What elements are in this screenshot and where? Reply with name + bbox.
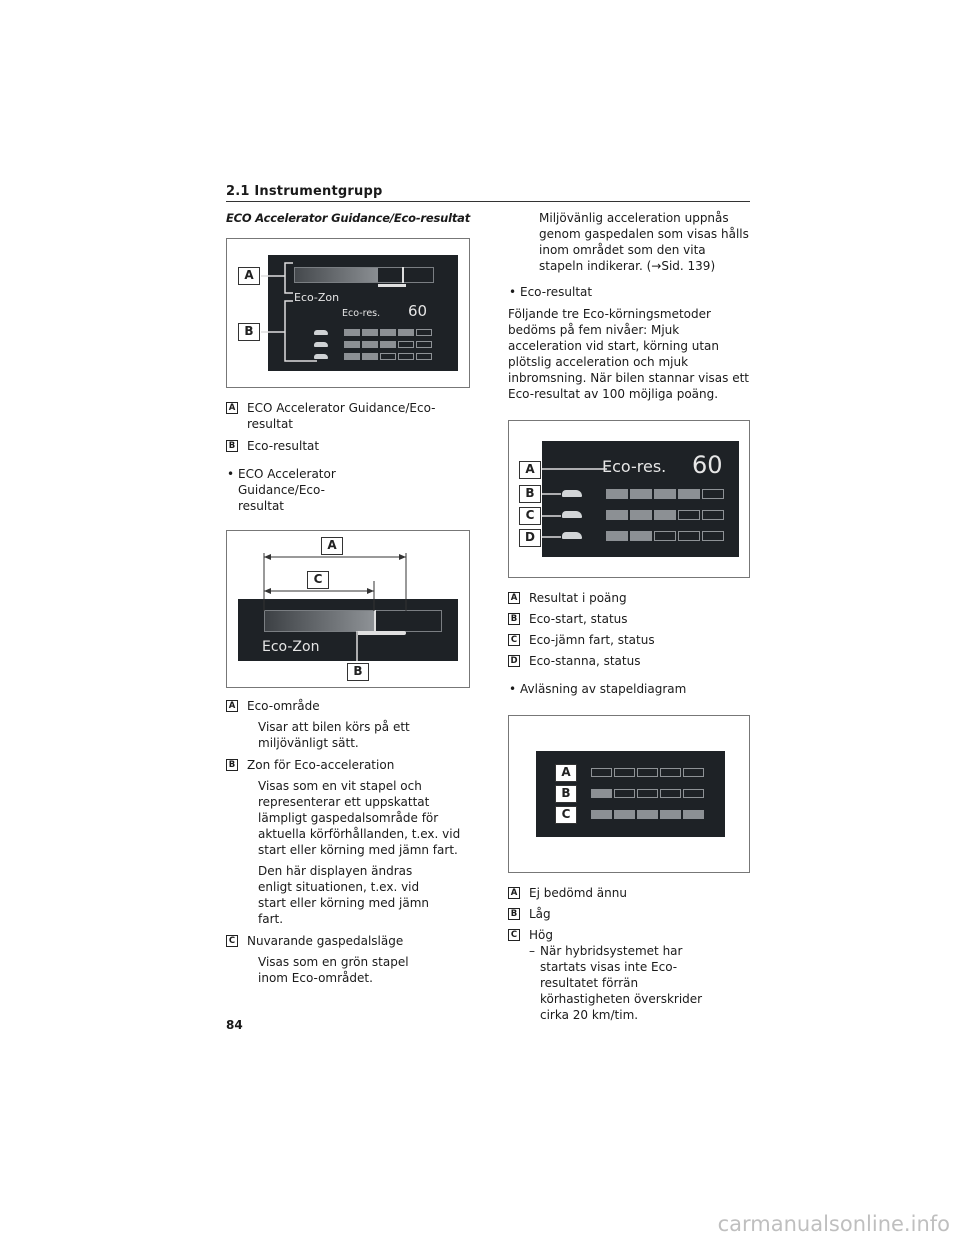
- key-badge: A: [508, 887, 520, 899]
- score-segment: [591, 768, 612, 777]
- continued-text: Miljövänlig acceleration uppnås genom gaspedalen som visas hålls inom området som den vita stapeln indikerar. (→Sid. 139): [539, 211, 749, 273]
- key-badge: A: [508, 592, 520, 604]
- section-header: [226, 180, 750, 202]
- callout-label-a: A: [238, 267, 260, 285]
- callout-label-b: B: [347, 663, 369, 681]
- eco-score: 60: [692, 451, 723, 479]
- figure-eco-result: [508, 420, 750, 578]
- figure-eco-guidance-overview: [226, 238, 470, 388]
- score-segment: [683, 810, 704, 819]
- score-segment: [637, 768, 658, 777]
- section-title: 2.1 Instrumentgrupp: [226, 184, 383, 199]
- definition-item: A Ej bedömd ännu: [508, 885, 750, 901]
- definition-description: Visar att bilen körs på ett miljövänligt sätt.: [258, 720, 410, 750]
- score-segment: [660, 789, 681, 798]
- callout-label-b: B: [555, 785, 577, 803]
- bullet-item: • Avläsning av stapeldiagram: [508, 681, 750, 697]
- definition-item: B Låg: [508, 906, 750, 922]
- definition-item: B Eco-start, status: [508, 611, 750, 627]
- definition-item: A Resultat i poäng: [508, 590, 750, 606]
- score-segment: [637, 789, 658, 798]
- key-badge: A: [226, 700, 238, 712]
- key-badge: C: [508, 634, 520, 646]
- definition-description: Visas som en grön stapel inom Eco-området.: [258, 955, 409, 985]
- key-badge: B: [508, 908, 520, 920]
- callout-label-a: A: [519, 461, 541, 479]
- score-segment: [591, 810, 612, 819]
- callout-lines: [509, 421, 751, 579]
- callout-label-b: B: [238, 323, 260, 341]
- key-badge: B: [508, 613, 520, 625]
- subheading: ECO Accelerator Guidance/Eco-resultat: [226, 211, 471, 225]
- callout-label-c: C: [555, 806, 577, 824]
- eco-zone-label: Eco-Zon: [294, 291, 340, 304]
- left-column: [226, 210, 470, 986]
- eco-zone-label: Eco-Zon: [262, 639, 320, 655]
- callout-lines: [227, 239, 471, 389]
- score-segment: [591, 789, 612, 798]
- key-badge: A: [226, 402, 238, 414]
- score-segment: [614, 789, 635, 798]
- score-segment: [660, 768, 681, 777]
- definition-description: Den här displayen ändras enligt situationen, t.ex. vid start eller körning med jämn fart.: [258, 864, 429, 926]
- figure-bar-reading: [508, 715, 750, 873]
- figure-eco-zone-detail: [226, 530, 470, 688]
- definition-item: B Zon för Eco-acceleration: [226, 757, 470, 773]
- callout-label-a: A: [321, 537, 343, 555]
- definition-description: Visas som en vit stapel och representerar ett uppskattat lämpligt gaspedalsområde för aktuella körförhållanden, t.ex. vid start eller körning med jämn fart.: [258, 779, 461, 857]
- score-segment: [683, 789, 704, 798]
- key-badge: C: [226, 935, 238, 947]
- eco-res-label: Eco-res.: [342, 308, 381, 319]
- definition-item: C Eco-jämn fart, status: [508, 632, 750, 648]
- callout-label-c: C: [519, 507, 541, 525]
- key-badge: B: [226, 440, 238, 452]
- score-segment: [683, 768, 704, 777]
- score-segment: [637, 810, 658, 819]
- bullet-item: • Eco-resultat: [508, 284, 750, 300]
- bullet-item: • ECO Accelerator Guidance/Eco-resultat: [226, 466, 470, 514]
- definition-item: A ECO Accelerator Guidance/Eco-resultat: [226, 400, 470, 432]
- page-number: 84: [226, 1018, 243, 1032]
- callout-label-b: B: [519, 485, 541, 503]
- definition-item: D Eco-stanna, status: [508, 653, 750, 669]
- key-badge: C: [508, 929, 520, 941]
- definition-item: B Eco-resultat: [226, 438, 470, 454]
- right-column: [508, 210, 750, 1023]
- eco-res-label: Eco-res.: [602, 457, 667, 476]
- definition-item: C Hög: [508, 927, 750, 943]
- note-item: – När hybridsystemet har startats visas inte Eco-resultatet förrän körhastigheten överskrider cirka 20 km/tim.: [529, 944, 703, 1022]
- watermark: carmanualsonline.info: [717, 1212, 950, 1236]
- score-segment: [614, 810, 635, 819]
- score-segment: [614, 768, 635, 777]
- callout-label-a: A: [555, 764, 577, 782]
- callout-label-d: D: [519, 529, 541, 547]
- eco-score: 60: [408, 302, 428, 320]
- definition-item: A Eco-område: [226, 698, 470, 714]
- paragraph: Följande tre Eco-körningsmetoder bedöms på fem nivåer: Mjuk acceleration vid start, körning utan plötslig acceleration och mjuk inbromsning. När bilen stannar visas ett Eco-resultat av 100 möjliga poäng.: [508, 307, 749, 401]
- callout-label-c: C: [307, 571, 329, 589]
- score-segment: [660, 810, 681, 819]
- key-badge: D: [508, 655, 520, 667]
- definition-item: C Nuvarande gaspedalsläge: [226, 933, 470, 949]
- key-badge: B: [226, 759, 238, 771]
